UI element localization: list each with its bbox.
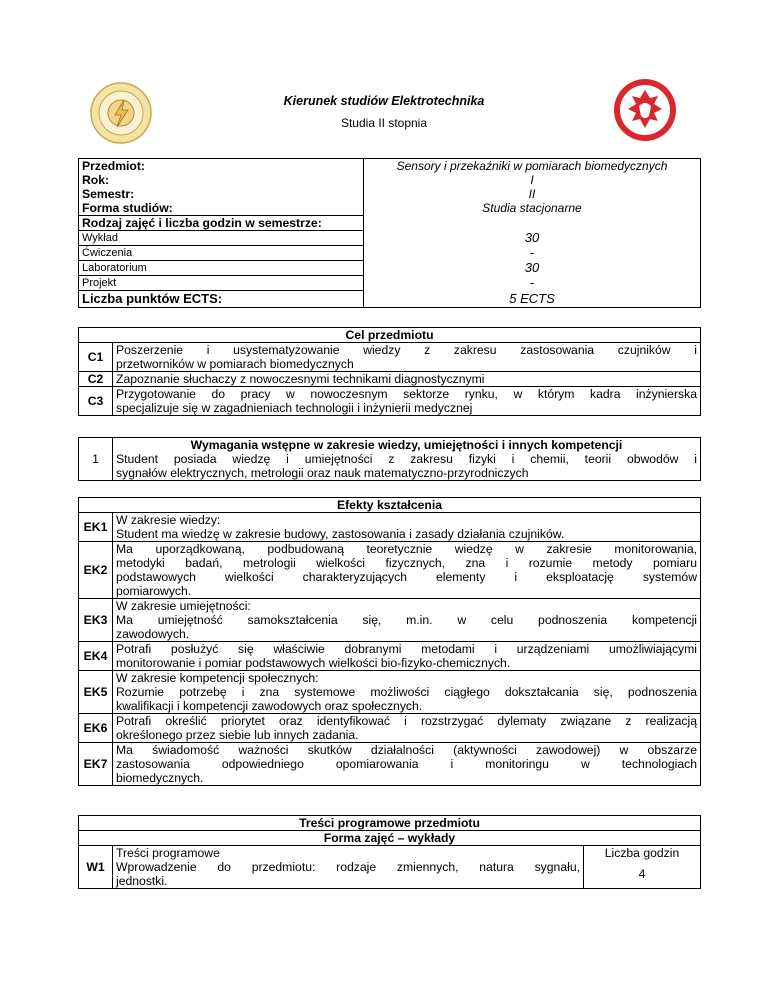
outcome-text bbox=[113, 743, 701, 786]
outcomes-table bbox=[78, 497, 701, 786]
table-row bbox=[79, 159, 701, 174]
outcome-line: monitorowanie i pomiar podstawowych wielkości bio-fizyko-chemicznych. bbox=[116, 656, 511, 670]
outcome-text bbox=[113, 613, 701, 642]
table-row bbox=[79, 671, 701, 686]
outcomes-title: Efekty kształcenia bbox=[79, 498, 701, 513]
row-label: Laboratorium bbox=[79, 261, 364, 276]
section-heading: W zakresie umiejętności: bbox=[113, 599, 701, 614]
table-row bbox=[79, 685, 701, 714]
outcome-line: zawodowych. bbox=[116, 627, 190, 641]
program-code: W1 bbox=[79, 846, 113, 889]
outcome-line: metodyki badań, metrologii wielkości fizycznych, zna i rozumie metody pomiaru bbox=[116, 556, 697, 570]
requirement-text bbox=[113, 452, 701, 481]
course-info-table bbox=[78, 158, 701, 308]
requirement-code: 1 bbox=[79, 438, 113, 481]
table-row bbox=[79, 328, 701, 343]
row-label: Wykład bbox=[79, 231, 364, 246]
program-title: Treści programowe przedmiotu bbox=[79, 816, 701, 831]
table-row bbox=[79, 831, 701, 846]
outcome-code: EK7 bbox=[79, 743, 113, 786]
table-row bbox=[79, 201, 701, 216]
program-table bbox=[78, 815, 701, 889]
outcome-code: EK5 bbox=[79, 671, 113, 714]
outcome-code: EK1 bbox=[79, 513, 113, 542]
row-label: Liczba punktów ECTS: bbox=[79, 291, 364, 308]
outcome-text bbox=[113, 714, 701, 743]
lab-hours: 30 bbox=[364, 261, 701, 276]
table-row bbox=[79, 291, 701, 308]
outcome-code: EK6 bbox=[79, 714, 113, 743]
university-logo-right bbox=[612, 76, 678, 144]
program-line: jednostki. bbox=[116, 874, 168, 888]
table-row bbox=[79, 261, 701, 276]
program-hours: 4 bbox=[584, 860, 701, 889]
requirement-line: Student posiada wiedzę i umiejętności z zakresu fizyki i chemii, teorii obwodów i bbox=[116, 452, 697, 466]
outcome-code: EK2 bbox=[79, 542, 113, 599]
ects-value: 5 ECTS bbox=[364, 291, 701, 308]
goal-code: C1 bbox=[79, 343, 113, 372]
goal-line: specjalizuje się w zagadnieniach technologii i inżynierii medycznej bbox=[116, 401, 473, 415]
row-label: Rok: bbox=[79, 173, 364, 187]
table-row bbox=[79, 613, 701, 642]
table-row bbox=[79, 743, 701, 786]
study-form-value: Studia stacjonarne bbox=[364, 201, 701, 216]
outcome-text bbox=[113, 542, 701, 599]
outcome-text bbox=[113, 642, 701, 671]
outcome-line: Ma umiejętność samokształcenia się, m.in. w celu podnoszenia kompetencji bbox=[116, 613, 697, 627]
goal-text: Zapoznanie słuchaczy z nowoczesnymi technikami diagnostycznymi bbox=[113, 372, 701, 387]
course-name: Sensory i przekaźniki w pomiarach biomedycznych bbox=[364, 159, 701, 174]
table-row bbox=[79, 860, 701, 889]
outcome-line: Ma uporządkowaną, podbudowaną teoretycznie wiedzę w zakresie monitorowania, bbox=[116, 542, 697, 556]
program-subtitle: Forma zajęć – wykłady bbox=[79, 831, 701, 846]
university-logo-left bbox=[90, 82, 152, 144]
table-row bbox=[79, 452, 701, 481]
table-row bbox=[79, 599, 701, 614]
outcome-line: Potrafi określić priorytet oraz identyfikować i rozstrzygać dylematy związane z realizacją bbox=[116, 714, 697, 728]
section-heading: W zakresie wiedzy: bbox=[113, 513, 701, 528]
table-row bbox=[79, 527, 701, 542]
project-hours: - bbox=[364, 276, 701, 291]
semester-value: II bbox=[364, 187, 701, 201]
table-row bbox=[79, 387, 701, 416]
table-row bbox=[79, 173, 701, 187]
requirement-line: sygnałów elektrycznych, metrologii oraz nauk matematyczno-przyrodniczych bbox=[116, 466, 529, 480]
row-label: Forma studiów: bbox=[79, 201, 364, 216]
page-title: Kierunek studiów Elektrotechnika bbox=[283, 94, 485, 108]
goal-text bbox=[113, 343, 701, 372]
outcome-line: Ma świadomość ważności skutków działalności (aktywności zawodowej) w obszarze bbox=[116, 743, 697, 757]
requirements-table bbox=[78, 437, 701, 481]
table-row bbox=[79, 498, 701, 513]
outcome-line: Rozumie potrzebę i zna systemowe możliwości ciągłego dokształcania się, podnoszenia bbox=[116, 685, 697, 699]
outcome-line: określonego przez siebie lub innych zadania. bbox=[116, 728, 359, 742]
row-label: Ćwiczenia bbox=[79, 246, 364, 261]
goal-line: Poszerzenie i usystematyzowanie wiedzy z zakresu zastosowania czujników i bbox=[116, 343, 697, 357]
table-row bbox=[79, 276, 701, 291]
outcome-code: EK4 bbox=[79, 642, 113, 671]
goal-line: Przygotowanie do pracy w nowoczesnym sektorze rynku, w którym kadra inżynierska bbox=[116, 387, 697, 401]
year-value: I bbox=[364, 173, 701, 187]
program-line: Wprowadzenie do przedmiotu: rodzaje zmiennych, natura sygnału, bbox=[116, 860, 580, 874]
goals-table bbox=[78, 327, 701, 416]
outcome-line: Potrafi posłużyć się właściwie dobranymi metodami i urządzeniami umożliwiającymi bbox=[116, 642, 697, 656]
table-row bbox=[79, 343, 701, 372]
outcome-line: podstawowych wielkości charakteryzujących elementy i eksploatację systemów bbox=[116, 570, 697, 584]
outcome-line: zastosowania odpowiedniego opomiarowania i monitoringu w technologiach bbox=[116, 757, 697, 771]
goal-text bbox=[113, 387, 701, 416]
table-row bbox=[79, 542, 701, 599]
table-row bbox=[79, 642, 701, 671]
table-row bbox=[79, 714, 701, 743]
row-value bbox=[364, 216, 701, 231]
row-label: Semestr: bbox=[79, 187, 364, 201]
requirements-title: Wymagania wstępne w zakresie wiedzy, umiejętności i innych kompetencji bbox=[113, 438, 701, 453]
table-row bbox=[79, 513, 701, 528]
column-header-hours: Liczba godzin bbox=[584, 846, 701, 861]
goals-title: Cel przedmiotu bbox=[79, 328, 701, 343]
outcome-text bbox=[113, 685, 701, 714]
table-row bbox=[79, 816, 701, 831]
row-label: Projekt bbox=[79, 276, 364, 291]
outcome-line: biomedycznych. bbox=[116, 771, 204, 785]
table-row bbox=[79, 216, 701, 231]
table-row bbox=[79, 846, 701, 861]
row-label: Przedmiot: bbox=[79, 159, 364, 174]
page-subtitle: Studia II stopnia bbox=[340, 116, 428, 130]
outcome-text: Student ma wiedzę w zakresie budowy, zastosowania i zasady działania czujników. bbox=[113, 527, 701, 542]
exercise-hours: - bbox=[364, 246, 701, 261]
goal-line: przetworników w pomiarach biomedycznych bbox=[116, 357, 354, 371]
section-heading: W zakresie kompetencji społecznych: bbox=[113, 671, 701, 686]
table-row bbox=[79, 246, 701, 261]
table-row bbox=[79, 438, 701, 453]
table-row bbox=[79, 231, 701, 246]
column-header-content: Treści programowe bbox=[113, 846, 584, 861]
goal-code: C3 bbox=[79, 387, 113, 416]
lecture-hours: 30 bbox=[364, 231, 701, 246]
outcome-line: kwalifikacji i kompetencji zawodowych oraz społecznych. bbox=[116, 699, 423, 713]
outcome-code: EK3 bbox=[79, 599, 113, 642]
program-text bbox=[113, 860, 584, 889]
goal-code: C2 bbox=[79, 372, 113, 387]
row-label: Rodzaj zajęć i liczba godzin w semestrze: bbox=[79, 216, 364, 231]
outcome-line: pomiarowych. bbox=[116, 584, 192, 598]
table-row bbox=[79, 187, 701, 201]
table-row bbox=[79, 372, 701, 387]
